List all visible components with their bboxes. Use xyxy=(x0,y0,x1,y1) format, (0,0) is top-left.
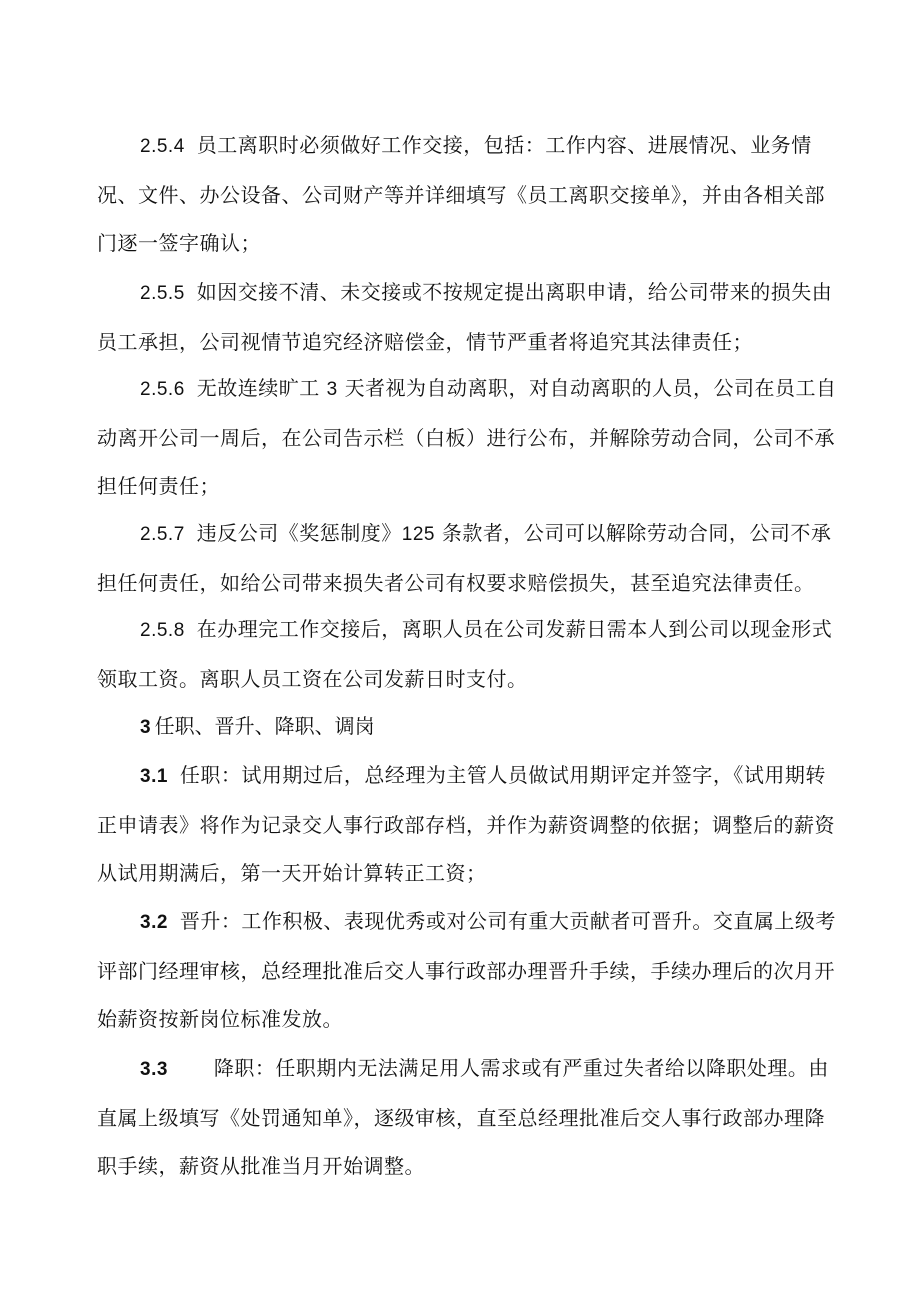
heading-number: 3 xyxy=(140,717,151,738)
section-number: 2.5.4 xyxy=(140,136,185,157)
paragraph-2-5-5 xyxy=(97,268,837,366)
paragraph-text-before: 无故连续旷工 xyxy=(196,376,320,400)
inline-number: 3 xyxy=(326,379,338,400)
paragraph-text-after: 天者视为自动离职，对自动离职的人员，公司在员工自动离开公司一周后，在公司告示栏（白板）进行公布，并解除劳动合同，公司不承担任何责任； xyxy=(97,376,837,498)
paragraph-text: 如因交接不清、未交接或不按规定提出离职申请，给公司带来的损失由员工承担，公司视情节追究经济赔偿金，情节严重者将追究其法律责任； xyxy=(97,280,833,354)
paragraph-3-2 xyxy=(97,897,837,1043)
section-number: 3.2 xyxy=(140,912,168,933)
paragraph-text: 降职：任职期内无法满足用人需求或有严重过失者给以降职处理。由直属上级填写《处罚通知单》，逐级审核，直至总经理批准后交人事行政部办理降职手续，薪资从批准当月开始调整。 xyxy=(97,1056,829,1178)
paragraph-2-5-6 xyxy=(97,364,837,510)
heading-text: 任职、晋升、降职、调岗 xyxy=(154,714,375,738)
paragraph-2-5-4 xyxy=(97,121,837,267)
paragraph-text: 在办理完工作交接后，离职人员在公司发薪日需本人到公司以现金形式领取工资。离职人员工资在公司发薪日时支付。 xyxy=(97,617,833,691)
section-heading-3 xyxy=(140,702,375,752)
paragraph-text-after: 条款者，公司可以解除劳动合同，公司不承担任何责任，如给公司带来损失者公司有权要求赔偿损失，甚至追究法律责任。 xyxy=(97,521,832,595)
paragraph-2-5-7 xyxy=(97,509,837,607)
section-number: 2.5.7 xyxy=(140,524,185,545)
paragraph-text: 员工离职时必须做好工作交接，包括：工作内容、进展情况、业务情况、文件、办公设备、公司财产等并详细填写《员工离职交接单》，并由各相关部门逐一签字确认； xyxy=(97,133,825,255)
section-number: 2.5.8 xyxy=(140,620,185,641)
section-number: 3.1 xyxy=(140,766,168,787)
paragraph-text-before: 违反公司《奖惩制度》 xyxy=(196,521,402,545)
inline-number: 125 xyxy=(401,524,435,545)
section-number: 2.5.5 xyxy=(140,283,185,304)
paragraph-text: 晋升：工作积极、表现优秀或对公司有重大贡献者可晋升。交直属上级考评部门经理审核，总经理批准后交人事行政部办理晋升手续，手续办理后的次月开始薪资按新岗位标准发放。 xyxy=(97,909,836,1031)
section-number: 3.3 xyxy=(140,1059,168,1080)
paragraph-2-5-8 xyxy=(97,605,837,703)
paragraph-text: 任职：试用期过后，总经理为主管人员做试用期评定并签字，《试用期转正申请表》将作为记录交人事行政部存档，并作为薪资调整的依据；调整后的薪资从试用期满后，第一天开始计算转正工资； xyxy=(97,763,835,885)
section-number: 2.5.6 xyxy=(140,379,185,400)
paragraph-3-3 xyxy=(97,1044,837,1190)
paragraph-3-1 xyxy=(97,751,837,897)
